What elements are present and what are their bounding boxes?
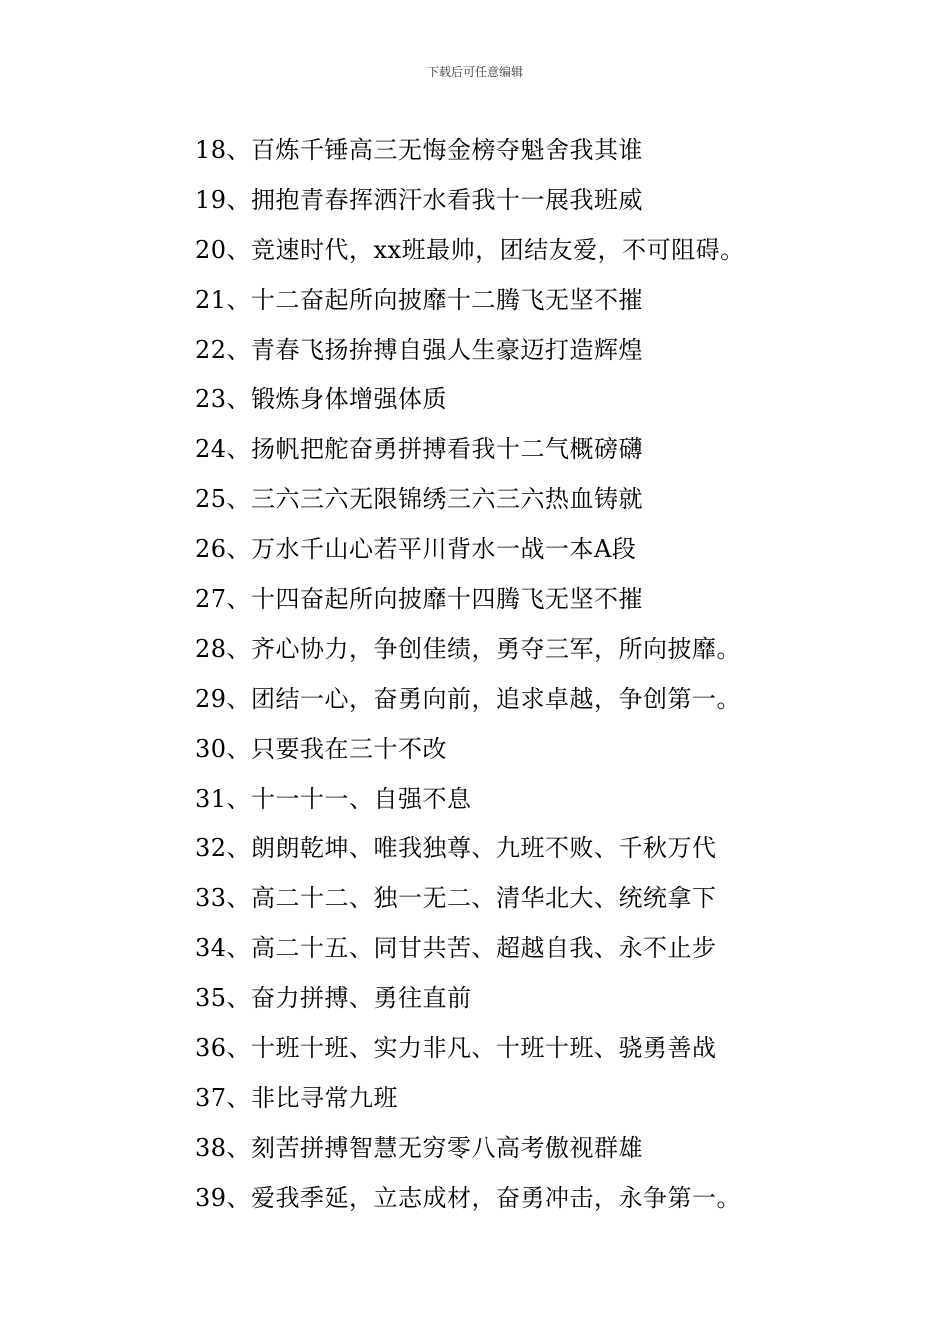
slogan-item: 18、百炼千锤高三无悔金榜夺魁舍我其谁 bbox=[195, 136, 644, 164]
slogan-item: 26、万水千山心若平川背水一战一本A段 bbox=[195, 535, 637, 564]
slogan-item: 25、三六三六无限锦绣三六三六热血铸就 bbox=[195, 485, 644, 514]
slogan-item: 22、青春飞扬拚搏自强人生豪迈打造辉煌 bbox=[195, 335, 644, 364]
slogan-item: 33、高二十二、独一无二、清华北大、统统拿下 bbox=[195, 884, 717, 913]
slogan-item: 30、只要我在三十不改 bbox=[195, 734, 448, 763]
slogan-item: 35、奋力拼搏、勇往直前 bbox=[195, 984, 472, 1013]
slogan-item: 23、锻炼身体增强体质 bbox=[195, 385, 448, 414]
slogan-item: 21、十二奋起所向披靡十二腾飞无坚不摧 bbox=[195, 285, 644, 314]
slogan-item: 34、高二十五、同甘共苦、超越自我、永不止步 bbox=[195, 934, 717, 963]
slogan-item: 27、十四奋起所向披靡十四腾飞无坚不摧 bbox=[195, 585, 644, 614]
slogan-list bbox=[195, 130, 915, 1228]
slogan-item: 32、朗朗乾坤、唯我独尊、九班不败、千秋万代 bbox=[195, 834, 717, 863]
slogan-item: 19、拥抱青春挥洒汗水看我十一展我班威 bbox=[195, 185, 644, 214]
slogan-item: 31、十一十一、自强不息 bbox=[195, 784, 472, 813]
slogan-item: 20、竞速时代，xx班最帅，团结友爱，不可阻碍。 bbox=[195, 235, 745, 264]
slogan-item: 29、团结一心，奋勇向前，追求卓越，争创第一。 bbox=[195, 684, 742, 713]
slogan-item: 24、扬帆把舵奋勇拼搏看我十二气概磅礴 bbox=[195, 435, 644, 464]
slogan-item: 36、十班十班、实力非凡、十班十班、骁勇善战 bbox=[195, 1034, 717, 1063]
slogan-item: 37、非比寻常九班 bbox=[195, 1083, 399, 1112]
slogan-item: 39、爱我季延，立志成材，奋勇冲击，永争第一。 bbox=[195, 1183, 742, 1212]
slogan-item: 28、齐心协力，争创佳绩，勇夺三军，所向披靡。 bbox=[195, 634, 742, 663]
page-header: 下载后可任意编辑 bbox=[426, 65, 523, 79]
slogan-item: 38、刻苦拼搏智慧无穷零八高考傲视群雄 bbox=[195, 1133, 644, 1162]
